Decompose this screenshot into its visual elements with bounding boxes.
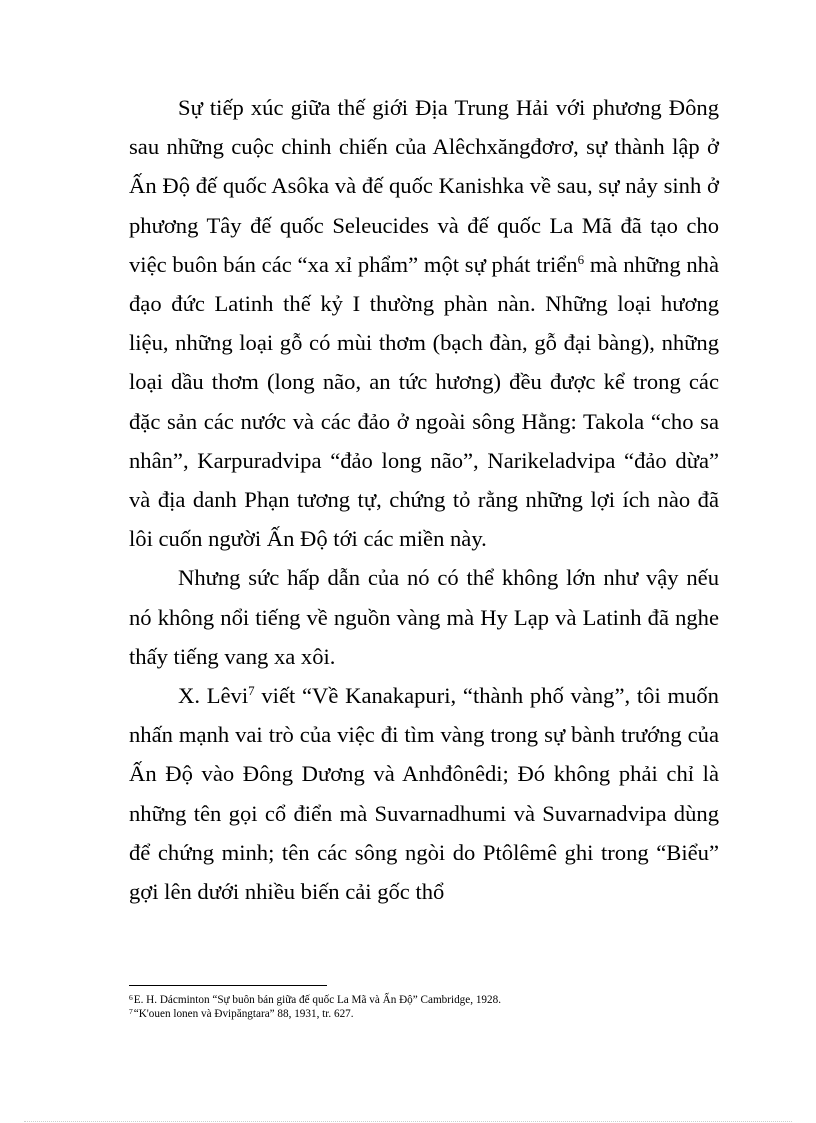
paragraph-1-text-b: mà những nhà đạo đức Latinh thế kỷ I thường phàn nàn. Những loại hương liệu, những loại gỗ có mùi thơm (bạch đàn, gỗ đại bàng), những loại dầu thơm (long não, an tức hương) đều được kể trong các đặc sản các nước và các đảo ở ngoài sông Hằng: Takola “cho sa nhân”, Karpuradvipa “đảo long não”, Narikeladvipa “đảo dừa” và địa danh Phạn tương tự, chứng tỏ rằng những lợi ích nào đã lôi cuốn người Ấn Độ tới các miền này. bbox=[129, 251, 719, 552]
paragraph-3 bbox=[129, 676, 719, 911]
paragraph-1 bbox=[129, 88, 719, 558]
page-bottom-edge bbox=[24, 1121, 792, 1122]
paragraph-2: Nhưng sức hấp dẫn của nó có thể không lớn như vậy nếu nó không nổi tiếng về nguồn vàng mà Hy Lạp và Latinh đã nghe thấy tiếng vang xa xôi. bbox=[129, 565, 719, 669]
footnote-6-number: 6 bbox=[129, 993, 133, 1002]
paragraph-3-text-a: X. Lêvi bbox=[178, 683, 249, 709]
footnote-6 bbox=[129, 993, 719, 1007]
footnote-6-text: E. H. Dácminton “Sự buôn bán giữa đế quốc La Mã và Ấn Độ” Cambridge, 1928. bbox=[133, 994, 501, 1006]
footnote-7-text: “K'ouen lonen và Đvipăngtara” 88, 1931, tr. 627. bbox=[133, 1008, 354, 1020]
paragraph-3-text-b: viết “Về Kanakapuri, “thành phố vàng”, tôi muốn nhấn mạnh vai trò của việc đi tìm vàng trong sự bành trướng của Ấn Độ vào Đông Dương và Anhđônêdi; Đó không phải chỉ là những tên gọi cổ điển mà Suvarnadhumi và Suvarnadvipa dùng để chứng minh; tên các sông ngòi do Ptôlêmê ghi trong “Biểu” gợi lên dưới nhiều biến cải gốc thổ bbox=[129, 683, 719, 905]
footnote-ref-6[interactable]: 6 bbox=[577, 251, 585, 267]
footnote-divider bbox=[129, 985, 327, 986]
footnote-7-number: 7 bbox=[129, 1007, 133, 1016]
body-text bbox=[129, 88, 719, 911]
footnote-7 bbox=[129, 1007, 719, 1021]
footnote-ref-7[interactable]: 7 bbox=[248, 683, 255, 699]
footnotes bbox=[129, 993, 719, 1021]
paragraph-1-text-a: Sự tiếp xúc giữa thế giới Địa Trung Hải với phương Đông sau những cuộc chinh chiến của Alêchxăngđơrơ, sự thành lập ở Ấn Độ đế quốc Asôka và đế quốc Kanishka về sau, sự nảy sinh ở phương Tây đế quốc Seleucides và đế quốc La Mã đã tạo cho việc buôn bán các “xa xỉ phẩm” một sự phát triển bbox=[129, 95, 719, 277]
